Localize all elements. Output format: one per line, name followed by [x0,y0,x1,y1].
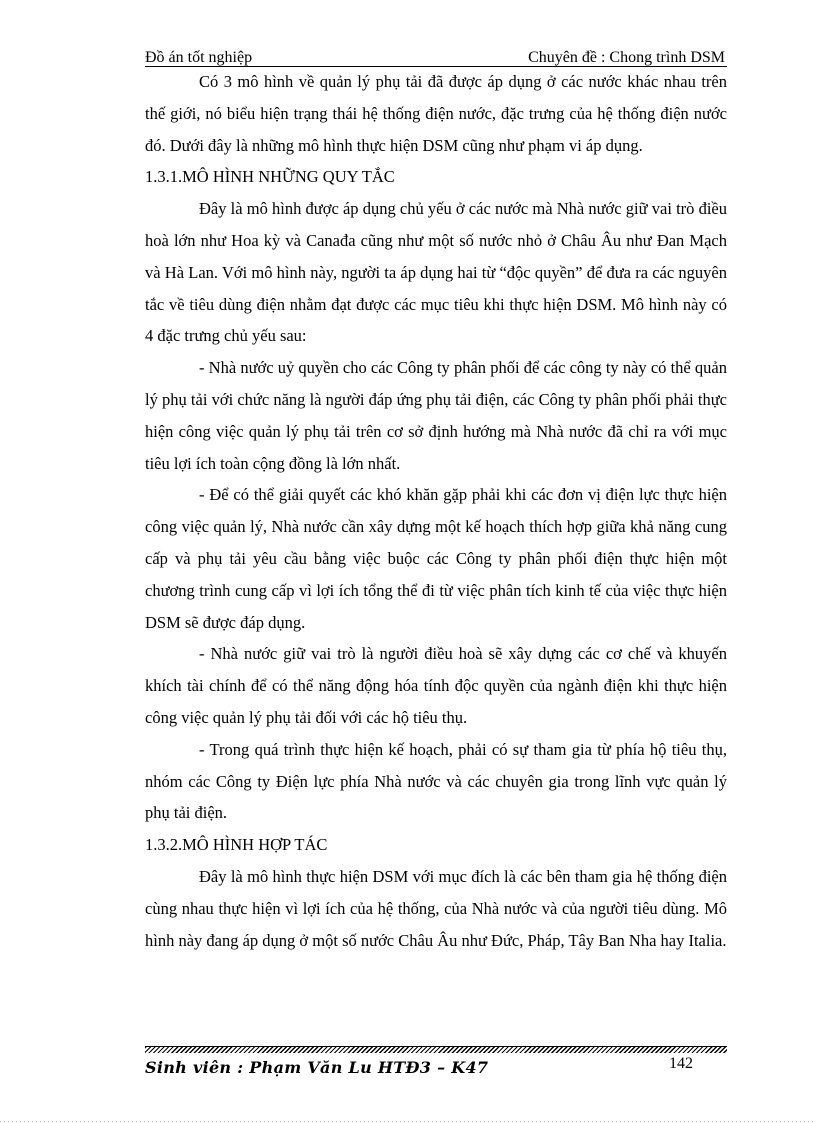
page-bottom-border [0,1121,816,1122]
page-number: 142 [669,1055,693,1072]
paragraph-rules-model: Đây là mô hình được áp dụng chủ yếu ở các nước mà Nhà nước giữ vai trò điều hoà lớn như Hoa kỳ và Canađa cũng như một số nước nhỏ ở Châu Âu như Đan Mạch và Hà Lan. Với mô hình này, người ta áp dụng hai từ “độc quyền” để đưa ra các nguyên tắc về tiêu dùng điện nhằm đạt được các mục tiêu khi thực hiện DSM. Mô hình này có 4 đặc trưng chủ yếu sau: [145,199,727,346]
paragraph-bullet-4: - Trong quá trình thực hiện kế hoạch, phải có sự tham gia từ phía hộ tiêu thụ, nhóm các Công ty Điện lực phía Nhà nước và các chuyên gia trong lĩnh vực quản lý phụ tải điện. [145,739,727,823]
header-left: Đồ án tốt nghiệp [145,49,253,66]
header-right: Chuyên đề : Chong trình DSM [528,49,725,66]
body-text [145,66,727,956]
paragraph-bullet-2: - Để có thể giải quyết các khó khăn gặp phải khi các đơn vị điện lực thực hiện công việc quản lý, Nhà nước cần xây dựng một kế hoạch thích hợp giữa khả năng cung cấp và phụ tải yêu cầu bằng việc buộc các Công ty phân phối điện thực hiện một chương trình cung cấp vì lợi ích tổng thể đi từ việc phân tích kinh tế của việc thực hiện DSM sẽ được đáp dụng. [145,485,727,632]
footer-student: Sinh viên : Phạm Văn Lu HTĐ3 – K47 [145,1058,489,1077]
paragraph-intro: Có 3 mô hình về quản lý phụ tải đã được áp dụng ở các nước khác nhau trên thế giới, nó biểu hiện trạng thái hệ thống điện nước, đặc trưng của hệ thống điện nước đó. Dưới đây là những mô hình thực hiện DSM cũng như phạm vi áp dụng. [145,72,727,155]
footer-rule [145,1046,727,1053]
paragraph-bullet-3: - Nhà nước giữ vai trò là người điều hoà sẽ xây dựng các cơ chế và khuyến khích tài chính để có thể năng động hóa tính độc quyền của ngành điện khi thực hiện công việc quản lý phụ tải đối với các hộ tiêu thụ. [145,644,727,727]
section-heading-1-3-2: 1.3.2.MÔ HÌNH HỢP TÁC [145,835,328,855]
paragraph-cooperation-model: Đây là mô hình thực hiện DSM với mục đích là các bên tham gia hệ thống điện cùng nhau thực hiện vì lợi ích của hệ thống, của Nhà nước và của người tiêu dùng. Mô hình này đang áp dụng ở một số nước Châu Âu như Đức, Pháp, Tây Ban Nha hay Italia. [145,866,727,950]
section-heading-1-3-1: 1.3.1.MÔ HÌNH NHỮNG QUY TẮC [145,167,395,187]
paragraph-bullet-1: - Nhà nước uỷ quyền cho các Công ty phân phối để các công ty này có thể quản lý phụ tải với chức năng là người đáp ứng phụ tải điện, các Công ty phân phối phải thực hiện công việc quản lý phụ tải trên cơ sở định hướng mà Nhà nước đã chỉ ra với mục tiêu lợi ích toàn cộng đồng là lớn nhất. [145,358,727,473]
